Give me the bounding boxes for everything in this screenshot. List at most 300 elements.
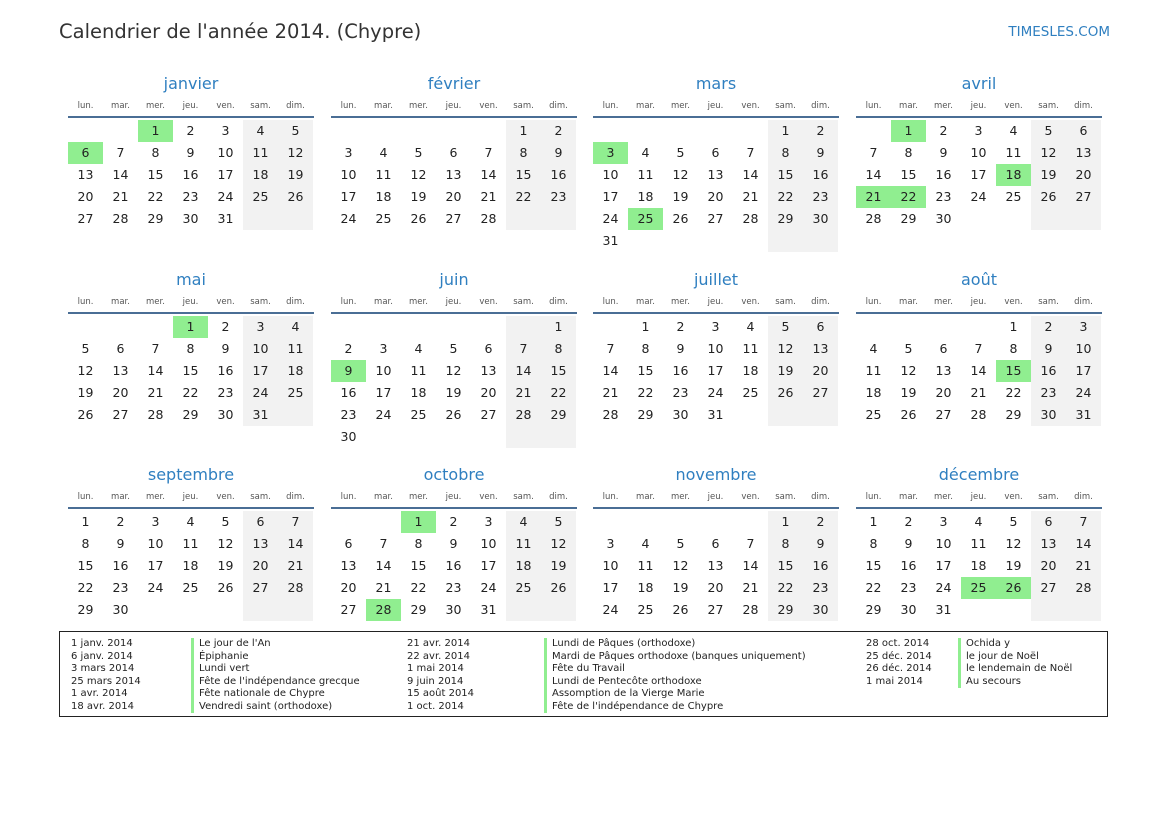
- day-cell: 3: [606, 536, 615, 551]
- day-cell: 5: [81, 341, 90, 356]
- day-cell: 26: [672, 602, 689, 617]
- day-cell: 11: [742, 341, 759, 356]
- day-cell: 3: [1066, 316, 1101, 338]
- weekday-label: dim.: [549, 101, 568, 111]
- day-cell: 10: [1066, 338, 1101, 360]
- day-cell: 29: [768, 599, 803, 621]
- day-cell: 7: [1066, 511, 1101, 533]
- day-cell: 8: [414, 536, 423, 551]
- holiday-day-cell: 9: [331, 360, 366, 382]
- day-cell: 17: [1066, 360, 1101, 382]
- day-cell: 17: [340, 189, 357, 204]
- day-cell: 8: [506, 142, 541, 164]
- day-cell: 13: [77, 167, 94, 182]
- day-cell: 4: [243, 120, 278, 142]
- month-11: [856, 464, 1102, 621]
- day-cell: 7: [606, 341, 615, 356]
- month-divider: [856, 116, 1102, 118]
- month-1: [331, 73, 577, 230]
- weekday-label: mer.: [671, 492, 690, 502]
- day-cell: 7: [746, 536, 755, 551]
- month-9: [331, 464, 577, 621]
- day-cell: 25: [410, 407, 427, 422]
- day-cell: 7: [116, 145, 125, 160]
- weekday-label: lun.: [865, 297, 882, 307]
- day-cell: 8: [151, 145, 160, 160]
- day-cell: 18: [742, 363, 759, 378]
- empty-cell: [366, 120, 401, 142]
- day-cell: 31: [602, 233, 619, 248]
- empty-cell: [401, 120, 436, 142]
- holiday-day-cell: 18: [996, 164, 1031, 186]
- weekday-label: jeu.: [182, 101, 199, 111]
- empty-cell: [698, 511, 733, 533]
- day-cell: 4: [414, 341, 423, 356]
- month-name: août: [960, 270, 997, 289]
- day-cell: 5: [541, 511, 576, 533]
- legend-holiday-name: le jour de Noël: [958, 651, 1072, 664]
- day-cell: 24: [480, 580, 497, 595]
- month-name: mai: [176, 270, 206, 289]
- day-cell: 5: [1031, 120, 1066, 142]
- day-cell: 23: [112, 580, 129, 595]
- holiday-day-cell: 25: [961, 577, 996, 599]
- legend-dates-col-1: [71, 638, 141, 713]
- weekday-header: [593, 490, 839, 504]
- weekday-label: mer.: [146, 492, 165, 502]
- weekday-label: sam.: [250, 492, 271, 502]
- day-cell: 5: [278, 120, 313, 142]
- weekday-label: mar.: [111, 101, 130, 111]
- weekday-label: lun.: [602, 492, 619, 502]
- day-cell: 30: [803, 599, 838, 621]
- day-cell: 24: [340, 211, 357, 226]
- day-cell: 30: [900, 602, 917, 617]
- day-cell: 19: [278, 164, 313, 186]
- weekday-label: ven.: [216, 101, 235, 111]
- day-cell: 2: [541, 120, 576, 142]
- day-cell: 10: [970, 145, 987, 160]
- empty-cell: [366, 426, 401, 448]
- empty-cell: [996, 599, 1031, 621]
- day-cell: 2: [803, 511, 838, 533]
- day-cell: 19: [900, 385, 917, 400]
- empty-cell: [663, 120, 698, 142]
- legend-holiday-name: le lendemain de Noël: [958, 663, 1072, 676]
- day-cell: 24: [243, 382, 278, 404]
- empty-cell: [856, 316, 891, 338]
- weekday-label: mar.: [111, 297, 130, 307]
- holiday-day-cell: 26: [996, 577, 1031, 599]
- day-cell: 16: [541, 164, 576, 186]
- day-cell: 13: [243, 533, 278, 555]
- day-cell: 14: [278, 533, 313, 555]
- page-title: Calendrier de l'année 2014. (Chypre): [59, 20, 422, 43]
- weekday-label: sam.: [1038, 492, 1059, 502]
- legend-holiday-name: Assomption de la Vierge Marie: [544, 688, 806, 701]
- day-cell: 27: [112, 407, 129, 422]
- empty-cell: [436, 426, 471, 448]
- day-grid: [68, 120, 314, 230]
- day-cell: 14: [375, 558, 392, 573]
- weekday-header: [331, 99, 577, 113]
- weekday-label: jeu.: [445, 101, 462, 111]
- day-cell: 6: [449, 145, 458, 160]
- day-cell: 28: [742, 602, 759, 617]
- day-cell: 20: [112, 385, 129, 400]
- empty-cell: [366, 316, 401, 338]
- day-cell: 23: [672, 385, 689, 400]
- day-cell: 15: [900, 167, 917, 182]
- day-cell: 26: [77, 407, 94, 422]
- weekday-label: lun.: [77, 101, 94, 111]
- day-cell: 5: [768, 316, 803, 338]
- day-cell: 7: [506, 338, 541, 360]
- day-cell: 15: [637, 363, 654, 378]
- month-divider: [331, 507, 577, 509]
- legend-date: 22 avr. 2014: [407, 650, 470, 662]
- site-link[interactable]: TIMESLES.COM: [1008, 24, 1110, 40]
- weekday-label: ven.: [216, 297, 235, 307]
- day-cell: 24: [602, 602, 619, 617]
- day-cell: 10: [602, 167, 619, 182]
- day-cell: 20: [340, 580, 357, 595]
- weekday-label: dim.: [1074, 492, 1093, 502]
- day-cell: 26: [278, 186, 313, 208]
- day-cell: 20: [1031, 555, 1066, 577]
- day-cell: 3: [484, 514, 493, 529]
- month-name: octobre: [423, 465, 485, 484]
- day-cell: 4: [1009, 123, 1018, 138]
- day-cell: 21: [1066, 555, 1101, 577]
- day-cell: 10: [707, 341, 724, 356]
- weekday-label: lun.: [865, 492, 882, 502]
- empty-cell: [1031, 208, 1066, 230]
- day-cell: 13: [480, 363, 497, 378]
- day-cell: 19: [768, 360, 803, 382]
- empty-cell: [733, 404, 768, 426]
- month-4: [68, 269, 314, 426]
- day-cell: 18: [182, 558, 199, 573]
- month-10: [593, 464, 839, 621]
- day-cell: 11: [243, 142, 278, 164]
- month-divider: [68, 507, 314, 509]
- weekday-label: jeu.: [445, 297, 462, 307]
- day-cell: 26: [672, 211, 689, 226]
- day-cell: 21: [506, 382, 541, 404]
- day-cell: 22: [147, 189, 164, 204]
- empty-cell: [541, 208, 576, 230]
- day-cell: 16: [1031, 360, 1066, 382]
- day-cell: 17: [935, 558, 952, 573]
- day-cell: 15: [182, 363, 199, 378]
- day-cell: 19: [77, 385, 94, 400]
- weekday-label: mar.: [636, 297, 655, 307]
- day-cell: 19: [1031, 164, 1066, 186]
- day-cell: 12: [1005, 536, 1022, 551]
- day-cell: 12: [541, 533, 576, 555]
- day-cell: 3: [151, 514, 160, 529]
- day-cell: 15: [147, 167, 164, 182]
- day-cell: 15: [768, 164, 803, 186]
- day-cell: 13: [707, 558, 724, 573]
- day-cell: 8: [768, 533, 803, 555]
- day-cell: 26: [900, 407, 917, 422]
- day-cell: 17: [217, 167, 234, 182]
- weekday-label: ven.: [479, 101, 498, 111]
- empty-cell: [471, 316, 506, 338]
- day-cell: 24: [375, 407, 392, 422]
- day-cell: 20: [803, 360, 838, 382]
- day-cell: 10: [147, 536, 164, 551]
- day-cell: 14: [1066, 533, 1101, 555]
- month-8: [68, 464, 314, 621]
- weekday-label: lun.: [77, 492, 94, 502]
- legend-date: 1 janv. 2014: [71, 638, 133, 649]
- day-cell: 24: [602, 211, 619, 226]
- weekday-label: mer.: [671, 297, 690, 307]
- day-cell: 23: [445, 580, 462, 595]
- day-cell: 8: [541, 338, 576, 360]
- empty-cell: [1031, 599, 1066, 621]
- weekday-header: [856, 99, 1102, 113]
- legend-date: 1 mai 2014: [407, 663, 464, 674]
- empty-cell: [278, 404, 313, 426]
- day-cell: 9: [116, 536, 125, 551]
- day-cell: 4: [974, 514, 983, 529]
- legend-date: 18 avr. 2014: [71, 700, 134, 712]
- empty-cell: [698, 120, 733, 142]
- day-cell: 16: [182, 167, 199, 182]
- day-cell: 31: [243, 404, 278, 426]
- day-cell: 12: [445, 363, 462, 378]
- day-cell: 23: [541, 186, 576, 208]
- day-cell: 3: [379, 341, 388, 356]
- empty-cell: [243, 599, 278, 621]
- weekday-label: lun.: [602, 101, 619, 111]
- day-cell: 6: [1066, 120, 1101, 142]
- day-cell: 6: [243, 511, 278, 533]
- legend-date: 1 oct. 2014: [407, 700, 464, 712]
- day-cell: 17: [375, 385, 392, 400]
- day-cell: 22: [77, 580, 94, 595]
- day-cell: 9: [186, 145, 195, 160]
- weekday-label: dim.: [286, 101, 305, 111]
- weekday-label: jeu.: [970, 492, 987, 502]
- day-cell: 29: [900, 211, 917, 226]
- day-cell: 3: [711, 319, 720, 334]
- empty-cell: [243, 208, 278, 230]
- day-cell: 11: [410, 363, 427, 378]
- day-cell: 8: [1009, 341, 1018, 356]
- day-cell: 11: [182, 536, 199, 551]
- day-cell: 29: [768, 208, 803, 230]
- day-cell: 1: [506, 120, 541, 142]
- day-cell: 14: [970, 363, 987, 378]
- legend-dates-col-2: [407, 638, 474, 713]
- day-cell: 15: [541, 360, 576, 382]
- empty-cell: [138, 316, 173, 338]
- day-cell: 6: [116, 341, 125, 356]
- legend-date: 9 juin 2014: [407, 675, 464, 687]
- legend-holiday-name: Lundi vert: [191, 663, 360, 676]
- weekday-label: ven.: [479, 492, 498, 502]
- day-cell: 17: [602, 189, 619, 204]
- weekday-label: dim.: [811, 492, 830, 502]
- weekday-label: dim.: [549, 297, 568, 307]
- empty-cell: [506, 208, 541, 230]
- day-cell: 21: [147, 385, 164, 400]
- day-cell: 30: [112, 602, 129, 617]
- empty-cell: [961, 316, 996, 338]
- day-cell: 31: [480, 602, 497, 617]
- day-cell: 26: [445, 407, 462, 422]
- day-cell: 16: [445, 558, 462, 573]
- day-cell: 25: [637, 602, 654, 617]
- legend-date: 25 mars 2014: [71, 675, 141, 687]
- weekday-header: [68, 99, 314, 113]
- month-name: mars: [695, 74, 737, 93]
- day-cell: 12: [768, 338, 803, 360]
- day-cell: 6: [711, 536, 720, 551]
- day-cell: 28: [480, 211, 497, 226]
- day-cell: 17: [147, 558, 164, 573]
- day-cell: 28: [278, 577, 313, 599]
- day-cell: 4: [641, 145, 650, 160]
- empty-cell: [891, 316, 926, 338]
- day-cell: 20: [1066, 164, 1101, 186]
- empty-cell: [471, 120, 506, 142]
- day-cell: 22: [768, 186, 803, 208]
- day-cell: 14: [865, 167, 882, 182]
- weekday-label: dim.: [286, 297, 305, 307]
- month-name: juin: [439, 270, 469, 289]
- day-cell: 22: [865, 580, 882, 595]
- day-cell: 19: [672, 580, 689, 595]
- day-cell: 24: [147, 580, 164, 595]
- day-cell: 1: [1009, 319, 1018, 334]
- day-cell: 29: [77, 602, 94, 617]
- day-cell: 23: [340, 407, 357, 422]
- day-cell: 31: [707, 407, 724, 422]
- day-cell: 28: [1066, 577, 1101, 599]
- day-cell: 22: [410, 580, 427, 595]
- day-cell: 17: [243, 360, 278, 382]
- empty-cell: [803, 230, 838, 252]
- day-cell: 8: [81, 536, 90, 551]
- day-cell: 5: [904, 341, 913, 356]
- empty-cell: [331, 316, 366, 338]
- day-cell: 28: [147, 407, 164, 422]
- weekday-label: sam.: [250, 101, 271, 111]
- day-cell: 8: [768, 142, 803, 164]
- day-cell: 25: [182, 580, 199, 595]
- weekday-label: ven.: [741, 101, 760, 111]
- day-cell: 10: [243, 338, 278, 360]
- day-cell: 5: [414, 145, 423, 160]
- day-cell: 2: [1031, 316, 1066, 338]
- day-cell: 27: [480, 407, 497, 422]
- day-cell: 12: [278, 142, 313, 164]
- legend-holiday-name: Ochida y: [958, 638, 1072, 651]
- day-cell: 3: [939, 514, 948, 529]
- day-cell: 5: [221, 514, 230, 529]
- empty-cell: [506, 426, 541, 448]
- day-cell: 17: [707, 363, 724, 378]
- day-cell: 4: [278, 316, 313, 338]
- day-cell: 18: [637, 580, 654, 595]
- day-cell: 18: [410, 385, 427, 400]
- day-cell: 7: [278, 511, 313, 533]
- day-cell: 25: [278, 382, 313, 404]
- day-cell: 8: [904, 145, 913, 160]
- day-grid: [331, 316, 577, 448]
- day-cell: 23: [935, 189, 952, 204]
- day-cell: 22: [182, 385, 199, 400]
- day-cell: 18: [506, 555, 541, 577]
- day-cell: 23: [803, 186, 838, 208]
- day-cell: 14: [742, 558, 759, 573]
- weekday-label: sam.: [775, 101, 796, 111]
- empty-cell: [733, 120, 768, 142]
- empty-cell: [926, 316, 961, 338]
- day-cell: 1: [641, 319, 650, 334]
- day-cell: 11: [506, 533, 541, 555]
- legend-holiday-name: Fête de l'indépendance de Chypre: [544, 701, 806, 714]
- day-cell: 31: [217, 211, 234, 226]
- day-cell: 18: [243, 164, 278, 186]
- weekday-label: mar.: [374, 492, 393, 502]
- day-cell: 20: [707, 580, 724, 595]
- day-cell: 26: [217, 580, 234, 595]
- legend-date: 1 avr. 2014: [71, 688, 128, 699]
- weekday-label: jeu.: [707, 101, 724, 111]
- day-cell: 25: [506, 577, 541, 599]
- legend-date: 21 avr. 2014: [407, 638, 470, 649]
- day-grid: [593, 511, 839, 621]
- holiday-legend: [59, 631, 1108, 717]
- day-cell: 22: [768, 577, 803, 599]
- day-cell: 21: [375, 580, 392, 595]
- weekday-label: dim.: [811, 297, 830, 307]
- day-cell: 2: [904, 514, 913, 529]
- weekday-label: ven.: [741, 297, 760, 307]
- day-cell: 9: [1031, 338, 1066, 360]
- weekday-label: mer.: [146, 297, 165, 307]
- empty-cell: [1066, 208, 1101, 230]
- day-cell: 17: [480, 558, 497, 573]
- empty-cell: [593, 120, 628, 142]
- empty-cell: [103, 120, 138, 142]
- empty-cell: [278, 599, 313, 621]
- weekday-label: mar.: [899, 101, 918, 111]
- day-cell: 13: [445, 167, 462, 182]
- day-cell: 7: [869, 145, 878, 160]
- empty-cell: [698, 230, 733, 252]
- month-divider: [331, 312, 577, 314]
- weekday-header: [68, 295, 314, 309]
- day-cell: 2: [803, 120, 838, 142]
- day-cell: 29: [410, 602, 427, 617]
- day-grid: [593, 316, 839, 426]
- day-cell: 3: [243, 316, 278, 338]
- empty-cell: [768, 404, 803, 426]
- month-divider: [593, 116, 839, 118]
- day-cell: 22: [1005, 385, 1022, 400]
- day-cell: 28: [602, 407, 619, 422]
- weekday-label: lun.: [340, 492, 357, 502]
- day-cell: 11: [637, 558, 654, 573]
